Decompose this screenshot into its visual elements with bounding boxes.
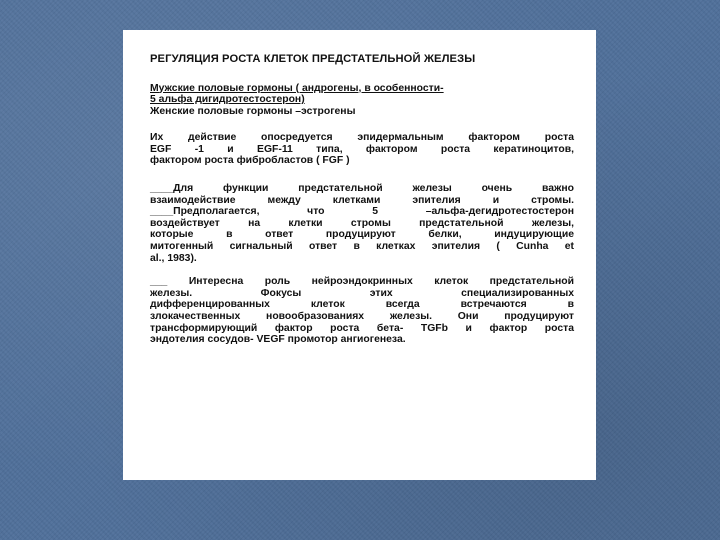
text-line: 5 альфа дигидротестостерон): [150, 94, 305, 106]
text-line: воздействует на клетки стромы предстательной железы,: [150, 217, 574, 229]
growth-factors-paragraph: [150, 132, 574, 167]
text-line: злокачественных новообразованиях железы. Они продуцируют: [150, 311, 574, 322]
text-line: фактором роста фибробластов ( FGF ): [150, 155, 350, 167]
text-line: дифференцированных клеток всегда встречаются в: [150, 299, 574, 311]
text-line: митогенный сигнальный ответ в клетках эпителия ( Cunha et: [150, 241, 574, 253]
hormones-paragraph: [150, 83, 574, 118]
text-line: al., 1983).: [150, 252, 197, 264]
text-line: EGF -1 и EGF-11 типа, фактором роста кератиноцитов,: [150, 143, 574, 155]
text-line: железы. Фокусы этих специализированных: [150, 287, 574, 299]
text-line: взаимодействие между клетками эпителия и стромы.: [150, 194, 574, 206]
neuroendocrine-paragraph: [150, 276, 574, 346]
text-line: Их действие опосредуется эпидермальным фактором роста: [150, 132, 574, 144]
text-line: Женские половые гормоны –эстрогены: [150, 105, 356, 117]
text-line: эндотелия сосудов- VEGF промотор ангиогенеза.: [150, 334, 406, 346]
text-line: Мужские половые гормоны ( андрогены, в особенности-: [150, 82, 444, 94]
document-title: РЕГУЛЯЦИЯ РОСТА КЛЕТОК ПРЕДСТАТЕЛЬНОЙ ЖЕЛЕЗЫ: [150, 53, 476, 65]
text-line: ___ Интересна роль нейроэндокринных клеток предстательной: [150, 276, 574, 288]
text-line: ____Предполагается, что 5 –альфа-дегидротестостерон: [150, 206, 574, 218]
stroma-epithelium-paragraph: [150, 183, 574, 264]
document-page: [123, 30, 596, 480]
text-line: трансформирующий фактор роста бета- TGFb и фактор роста: [150, 322, 574, 334]
text-line: которые в ответ продуцируют белки, индуцирующие: [150, 229, 574, 241]
text-line: ____Для функции предстательной железы очень важно: [150, 183, 574, 195]
